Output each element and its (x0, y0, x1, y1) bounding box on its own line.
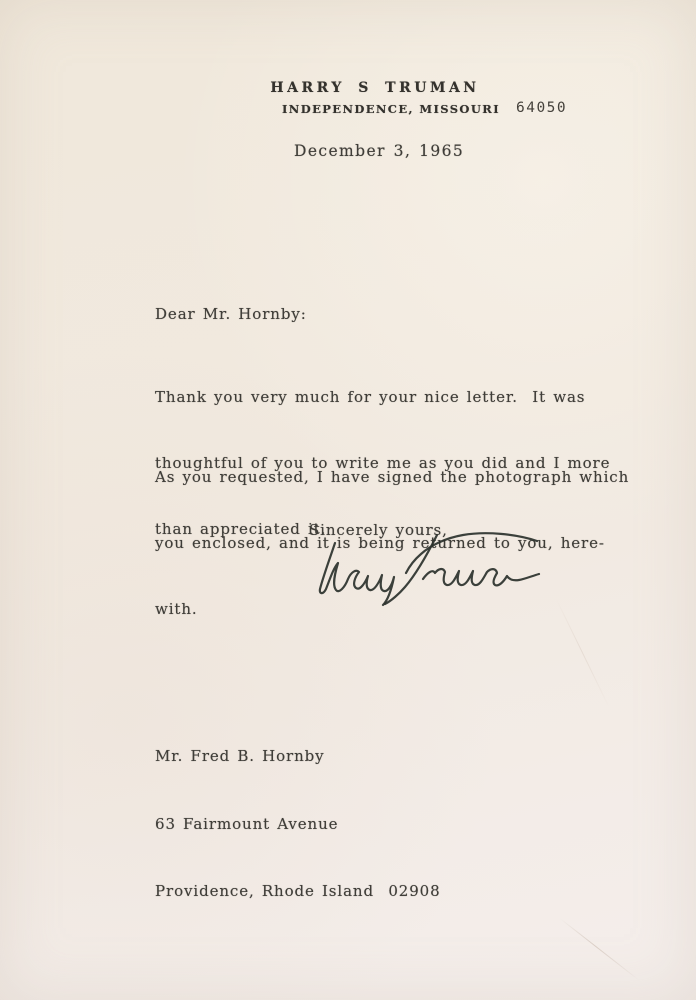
body-line: than appreciated it. (155, 520, 327, 538)
salutation: Dear Mr. Hornby: (155, 305, 307, 323)
body-line: thoughtful of you to write me as you did and I more (155, 454, 611, 472)
address-line: Providence, Rhode Island 02908 (155, 882, 441, 900)
letterhead-name: HARRY S TRUMAN (270, 80, 480, 96)
body-line: Thank you very much for your nice letter. It was (155, 388, 586, 406)
body-line: As you requested, I have signed the photograph which (155, 468, 630, 486)
letterhead-zip-code: 64050 (515, 100, 568, 116)
letterhead-address-line (282, 101, 567, 117)
signature-svg (311, 527, 543, 611)
body-line: you enclosed, and it is being returned to you, here- (155, 534, 605, 552)
letterhead-city-state: INDEPENDENCE, MISSOURI (282, 102, 500, 116)
date-line: December 3, 1965 (294, 142, 465, 160)
handwritten-signature (311, 527, 543, 611)
recipient-address (155, 700, 441, 948)
body-line: with. (155, 600, 198, 618)
address-line: 63 Fairmount Avenue (155, 814, 339, 833)
paper-crease (560, 918, 639, 980)
address-line: Mr. Fred B. Hornby (155, 747, 325, 765)
closing-line: Sincerely yours, (309, 521, 448, 539)
